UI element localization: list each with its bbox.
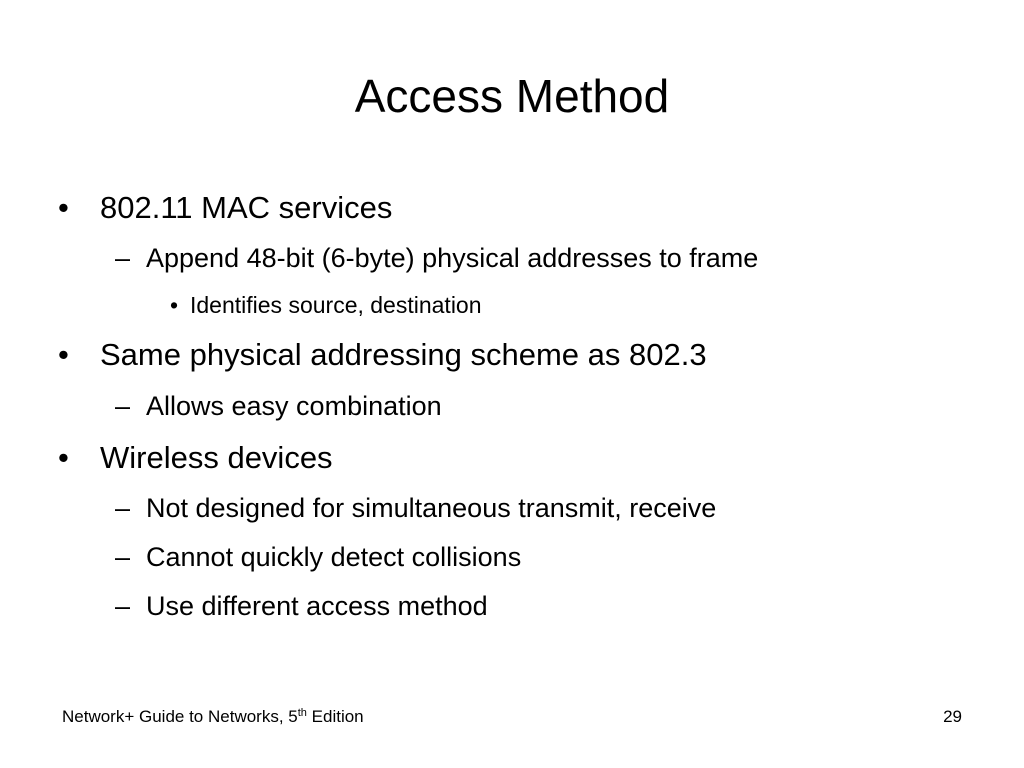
dash-marker: – [115,591,131,621]
bullet-text: 802.11 MAC services [100,190,393,225]
dash-marker: – [115,493,131,523]
sub-bullet-text: Append 48-bit (6-byte) physical addresses to frame [146,243,759,273]
dash-marker: – [115,391,131,421]
bullet-marker: • [58,337,69,372]
footer-source-superscript: th [297,707,307,719]
page-number: 29 [943,707,962,726]
footer-source [62,706,364,728]
slide-title: Access Method [354,70,670,122]
sub-bullet-text: Use different access method [146,591,488,621]
footer-source-tail: Edition [306,707,364,726]
dash-marker: – [115,542,131,572]
sub-sub-bullet-text: Identifies source, destination [190,292,482,318]
bullet-marker: • [170,292,179,318]
bullet-text: Same physical addressing scheme as 802.3 [100,337,707,372]
sub-bullet-text: Cannot quickly detect collisions [146,542,522,572]
sub-bullet-text: Allows easy combination [146,391,442,421]
footer-source-main: Network+ Guide to Networks, 5 [62,707,298,726]
bullet-marker: • [58,190,69,225]
sub-bullet-text: Not designed for simultaneous transmit, receive [146,493,717,523]
dash-marker: – [115,243,131,273]
bullet-text: Wireless devices [100,440,333,475]
bullet-marker: • [58,440,69,475]
